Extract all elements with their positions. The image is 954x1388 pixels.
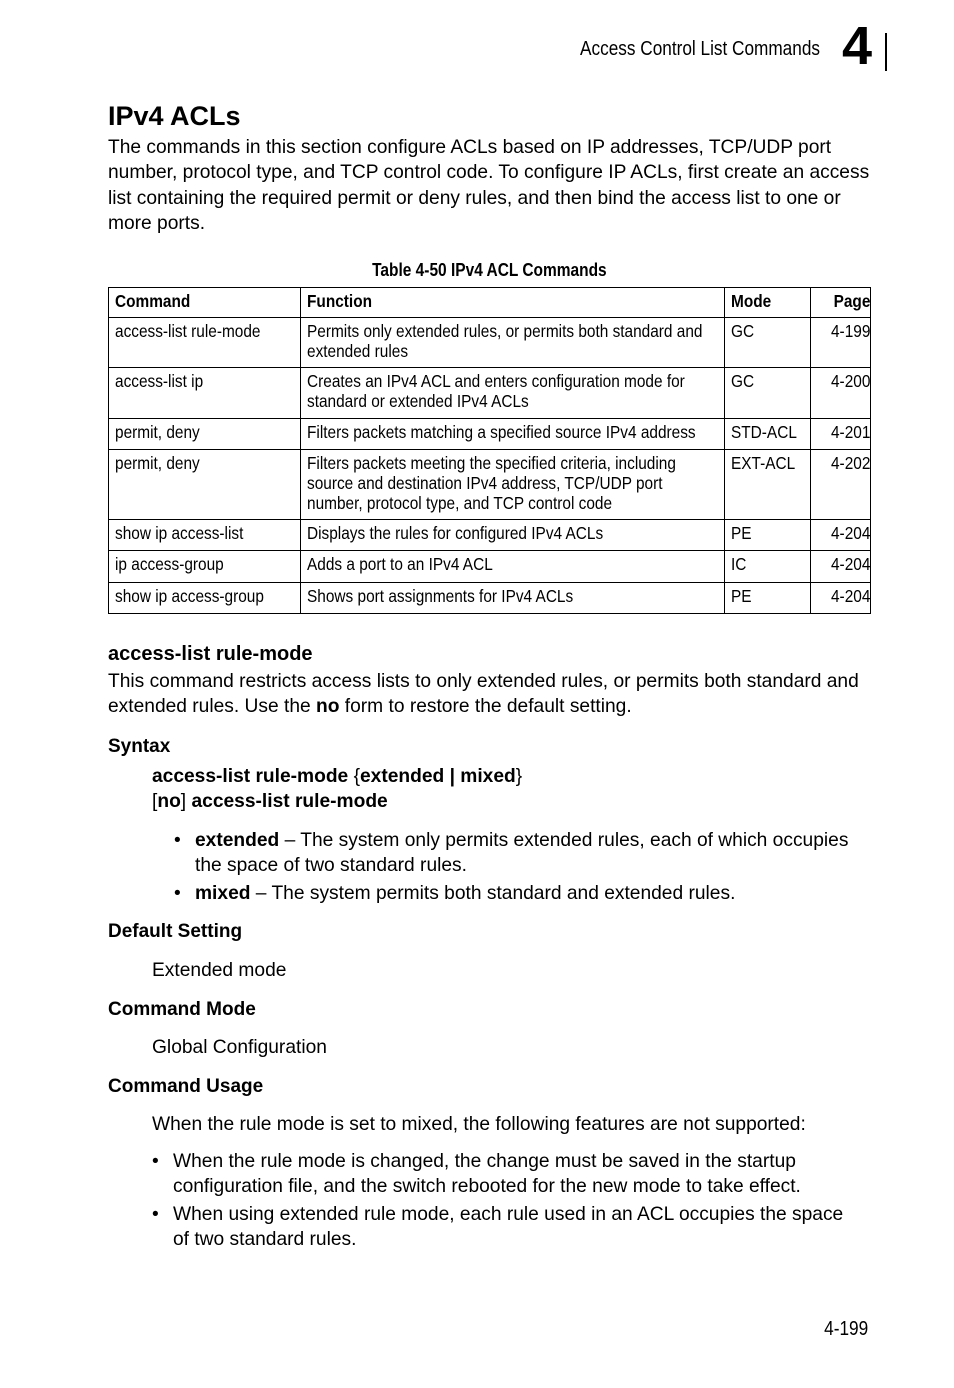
section-intro: The commands in this section configure ACLs based on IP addresses, TCP/UDP port number, protocol type, and TCP control code. To configure IP ACLs, first create an access list containing the required permit or deny rules, and then bind the access list to one or more ports. — [108, 137, 870, 234]
table-row — [109, 450, 871, 520]
command-description: This command restricts access lists to only extended rules, or permits both standard and extended rules. Use the no form to restore the default setting. — [108, 671, 859, 718]
cell-command: access-list ip — [109, 368, 301, 419]
cell-mode: EXT-ACL — [725, 450, 811, 520]
cell-page: 4-200 — [811, 368, 871, 419]
running-header-title: Access Control List Commands — [580, 38, 820, 60]
syntax-line-1: access-list rule-mode {extended | mixed} — [152, 766, 523, 787]
syntax-heading: Syntax — [108, 736, 171, 757]
table-header-row — [109, 288, 871, 318]
list-item: • mixed – The system permits both standard and extended rules. — [174, 883, 736, 904]
cell-page: 4-202 — [811, 450, 871, 520]
table-caption: Table 4-50 IPv4 ACL Commands — [371, 260, 607, 280]
table-row — [109, 520, 871, 551]
ipv4-acl-commands-table — [108, 287, 871, 614]
section-title: IPv4 ACLs — [108, 101, 241, 131]
list-item: • When using extended rule mode, each rule used in an ACL occupies the space of two standard rules. — [152, 1204, 844, 1251]
column-header-page: Page — [811, 288, 871, 318]
list-item: • extended – The system only permits extended rules, each of which occupies the space of two standard rules. — [174, 830, 849, 877]
cell-mode: PE — [725, 583, 811, 614]
cell-command: access-list rule-mode — [109, 318, 301, 368]
table-row — [109, 318, 871, 368]
cell-command: permit, deny — [109, 450, 301, 520]
table-row — [109, 551, 871, 583]
table-row — [109, 368, 871, 419]
column-header-command: Command — [109, 288, 301, 318]
cell-function: Filters packets matching a specified source IPv4 address — [301, 419, 725, 450]
cell-command: permit, deny — [109, 419, 301, 450]
column-header-mode: Mode — [725, 288, 811, 318]
cell-mode: GC — [725, 318, 811, 368]
cell-mode: STD-ACL — [725, 419, 811, 450]
cell-function: Filters packets meeting the specified criteria, including source and destination IPv4 address, TCP/UDP port number, protocol type, and TCP control code — [301, 450, 725, 520]
cell-page: 4-204 — [811, 520, 871, 551]
command-title: access-list rule-mode — [108, 643, 313, 665]
default-setting-value: Extended mode — [152, 960, 287, 981]
default-setting-heading: Default Setting — [108, 921, 243, 942]
table-row — [109, 583, 871, 614]
cell-function: Shows port assignments for IPv4 ACLs — [301, 583, 725, 614]
cell-function: Permits only extended rules, or permits both standard and extended rules — [301, 318, 725, 368]
cell-mode: PE — [725, 520, 811, 551]
cell-page: 4-199 — [811, 318, 871, 368]
column-header-function: Function — [301, 288, 725, 318]
command-usage-intro: When the rule mode is set to mixed, the following features are not supported: — [152, 1114, 806, 1135]
command-usage-heading: Command Usage — [108, 1076, 264, 1097]
syntax-line-2: [no] access-list rule-mode — [152, 791, 388, 812]
cell-function: Adds a port to an IPv4 ACL — [301, 551, 725, 583]
cell-mode: IC — [725, 551, 811, 583]
table-row — [109, 419, 871, 450]
command-mode-value: Global Configuration — [152, 1037, 327, 1058]
cell-function: Creates an IPv4 ACL and enters configuration mode for standard or extended IPv4 ACLs — [301, 368, 725, 419]
command-mode-heading: Command Mode — [108, 999, 256, 1020]
chapter-number: 4 — [842, 16, 873, 76]
cell-command: show ip access-list — [109, 520, 301, 551]
cell-page: 4-204 — [811, 551, 871, 583]
list-item: • When the rule mode is changed, the change must be saved in the startup configuration file, and the switch rebooted for the new mode to take effect. — [152, 1151, 801, 1198]
cell-page: 4-204 — [811, 583, 871, 614]
cell-function: Displays the rules for configured IPv4 ACLs — [301, 520, 725, 551]
cell-command: ip access-group — [109, 551, 301, 583]
cell-page: 4-201 — [811, 419, 871, 450]
no-keyword: no — [316, 696, 340, 718]
page-number: 4-199 — [824, 1318, 868, 1340]
cell-command: show ip access-group — [109, 583, 301, 614]
cell-mode: GC — [725, 368, 811, 419]
